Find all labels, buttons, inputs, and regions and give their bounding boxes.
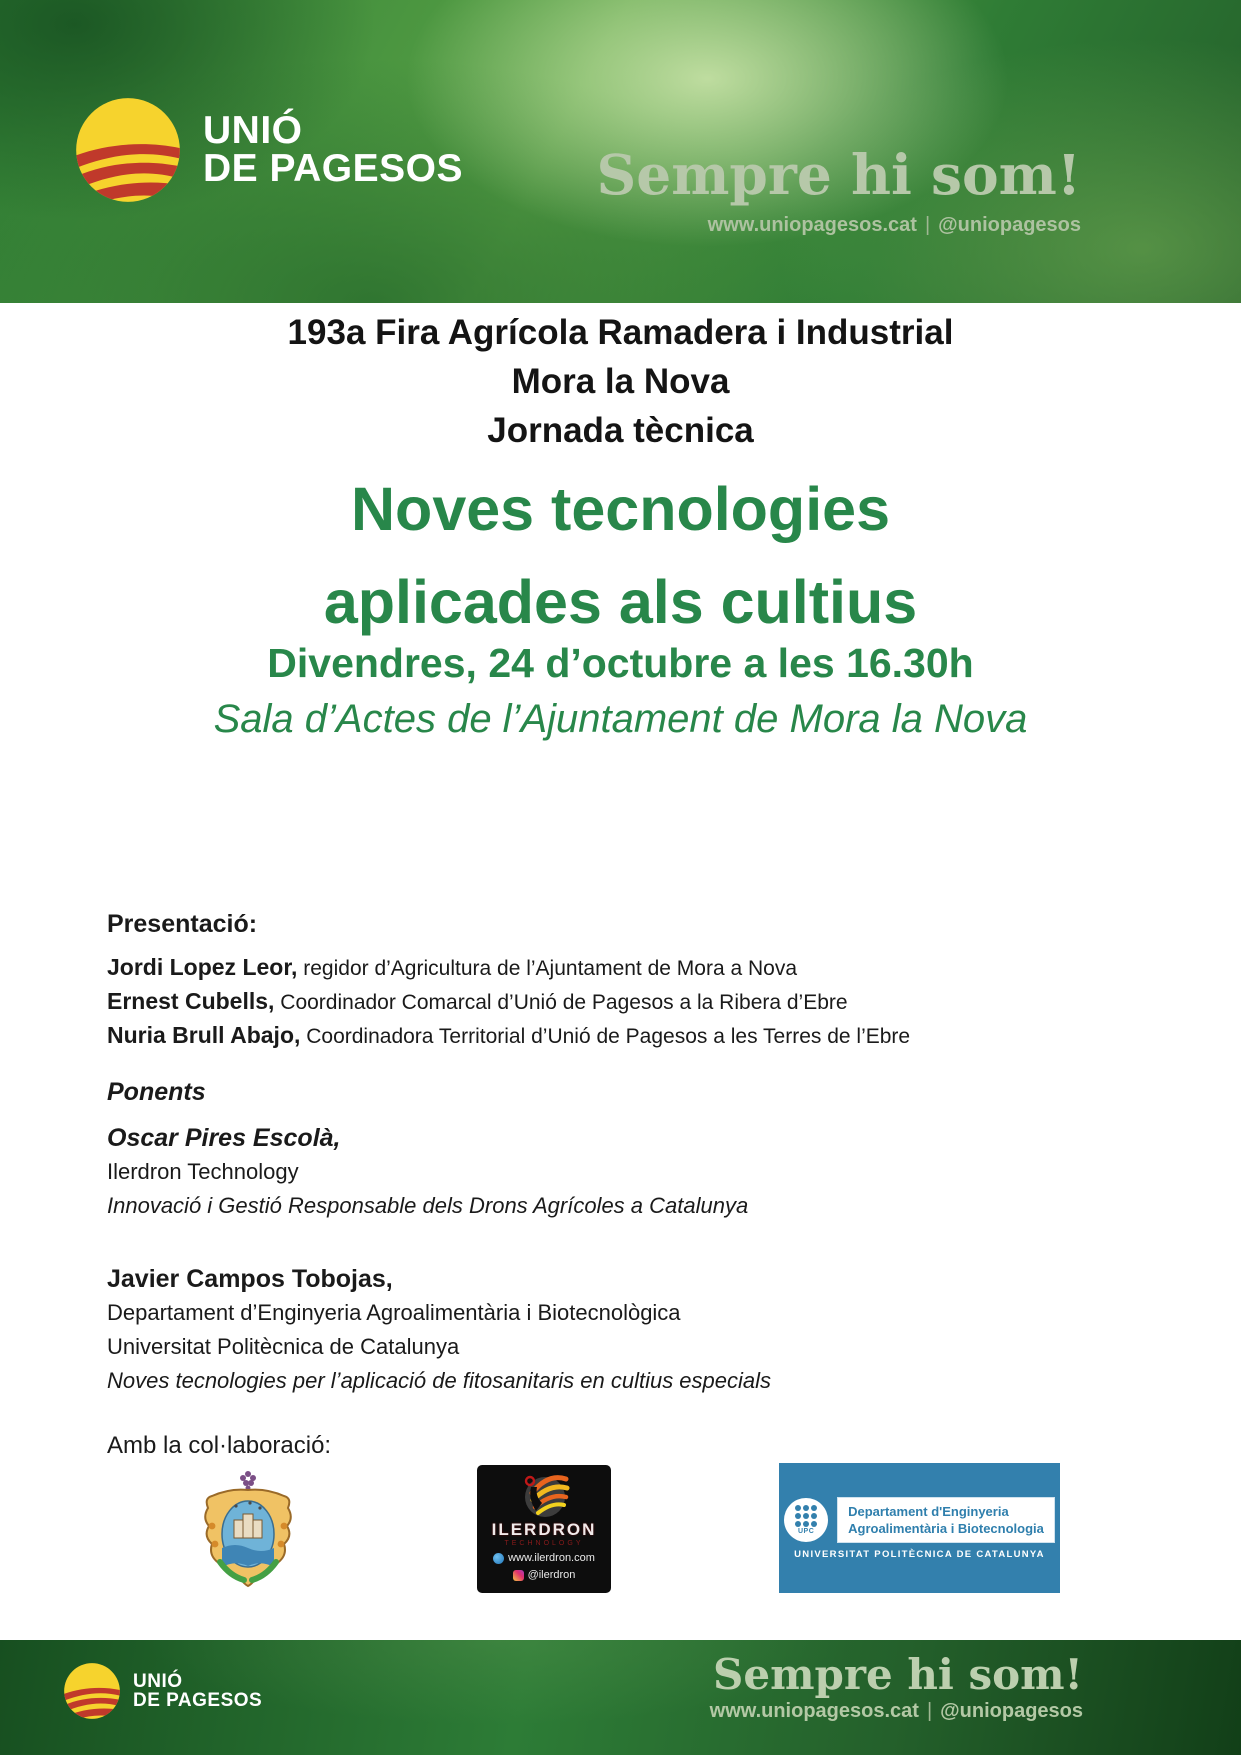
uniopagesos-logo — [74, 96, 463, 204]
header-slogan-block — [596, 142, 1082, 237]
speakers-section — [107, 1078, 748, 1223]
ilerdron-brand-name: ILERDRON — [491, 1520, 597, 1539]
upc-logo-row — [784, 1497, 1055, 1543]
presenter-row — [107, 951, 910, 985]
ilerdron-website — [493, 1552, 595, 1564]
sun-fields-icon — [74, 96, 182, 204]
town-name: Mora la Nova — [511, 362, 730, 401]
presentation-heading: Presentació: — [107, 910, 258, 938]
logo-line2: DE PAGESOS — [133, 1690, 263, 1711]
speaker-affiliation: Departament d’Enginyeria Agroalimentària i Biotecnològica — [107, 1300, 681, 1325]
ilerdron-subtitle: TECHNOLOGY — [504, 1540, 584, 1547]
footer-slogan-block — [709, 1650, 1083, 1723]
main-title-line1: Noves tecnologies — [351, 475, 890, 543]
fair-title: 193a Fira Agrícola Ramadera i Industrial — [287, 313, 954, 352]
upc-department-name — [837, 1497, 1055, 1543]
social-handle: @uniopagesos — [938, 214, 1081, 236]
upc-department-logo — [779, 1463, 1060, 1593]
logo-line1: UNIÓ — [203, 109, 303, 152]
speaker-2-block — [107, 1262, 771, 1398]
logo-line1: UNIÓ — [133, 1671, 183, 1692]
presenter-role: Coordinadora Territorial d’Unió de Pagesos a les Terres de l’Ebre — [300, 1025, 911, 1048]
upc-dept-line2: Agroalimentària i Biotecnologia — [848, 1520, 1044, 1536]
upc-dots-grid — [795, 1505, 817, 1527]
social-handle: @uniopagesos — [940, 1700, 1083, 1722]
mora-la-nova-coat-of-arms-logo — [200, 1470, 296, 1592]
separator: | — [924, 214, 931, 236]
upc-university-name: UNIVERSITAT POLITÈCNICA DE CATALUNYA — [794, 1548, 1045, 1560]
presenter-name: Jordi Lopez Leor, — [107, 954, 298, 980]
presenter-name: Ernest Cubells, — [107, 988, 275, 1014]
session-type: Jornada tècnica — [487, 411, 754, 450]
speaker-name: Oscar Pires Escolà, — [107, 1124, 341, 1152]
upc-dept-line1: Departament d'Enginyeria — [848, 1503, 1009, 1519]
sun-fields-icon — [63, 1662, 121, 1720]
uniopagesos-logo-footer — [63, 1662, 262, 1720]
event-header-titles — [0, 308, 1241, 455]
event-main-title — [0, 463, 1241, 649]
ilerdron-drone-icon — [518, 1469, 570, 1521]
ilerdron-instagram-text: @ilerdron — [527, 1569, 576, 1581]
header-weblinks — [597, 214, 1082, 237]
speaker-affiliation: Ilerdron Technology — [107, 1159, 299, 1184]
event-datetime: Divendres, 24 d’octubre a les 16.30h — [267, 640, 974, 686]
globe-icon — [493, 1553, 504, 1564]
separator: | — [926, 1700, 933, 1722]
speaker-affiliation: Universitat Politècnica de Catalunya — [107, 1334, 460, 1359]
collaboration-heading: Amb la col·laboració: — [107, 1432, 332, 1459]
website-url: www.uniopagesos.cat — [709, 1700, 919, 1722]
presenter-row — [107, 1019, 910, 1053]
event-venue: Sala d’Actes de l’Ajuntament de Mora la Nova — [213, 697, 1028, 741]
presenter-role: Coordinador Comarcal d’Unió de Pagesos a la Ribera d’Ebre — [274, 991, 848, 1014]
website-url: www.uniopagesos.cat — [707, 214, 917, 236]
instagram-icon — [513, 1570, 524, 1581]
upc-emblem-icon — [784, 1498, 828, 1542]
speaker-talk-title: Innovació i Gestió Responsable dels Drons Agrícoles a Catalunya — [107, 1193, 749, 1218]
ilerdron-logo — [477, 1465, 611, 1593]
footer-banner — [0, 1640, 1241, 1755]
uniopagesos-wordmark-footer — [133, 1672, 262, 1710]
logo-line2: DE PAGESOS — [203, 147, 464, 190]
ilerdron-instagram — [513, 1569, 576, 1581]
presentation-section — [107, 910, 910, 1053]
slogan-text: Sempre hi som! — [596, 142, 1081, 207]
footer-weblinks — [710, 1700, 1083, 1723]
speakers-heading: Ponents — [107, 1078, 206, 1106]
presenter-row — [107, 985, 910, 1019]
uniopagesos-wordmark — [203, 109, 464, 190]
presenter-name: Nuria Brull Abajo, — [107, 1022, 301, 1048]
ilerdron-website-text: www.ilerdron.com — [508, 1552, 595, 1564]
presenter-role: regidor d’Agricultura de l’Ajuntament de Mora a Nova — [297, 957, 798, 980]
header-banner — [0, 0, 1241, 303]
main-title-line2: aplicades als cultius — [323, 568, 918, 636]
speaker-talk-title: Noves tecnologies per l’aplicació de fitosanitaris en cultius especials — [107, 1368, 772, 1393]
speaker-name: Javier Campos Tobojas, — [107, 1265, 393, 1293]
upc-acronym: UPC — [797, 1527, 815, 1535]
slogan-text: Sempre hi som! — [713, 1650, 1083, 1699]
